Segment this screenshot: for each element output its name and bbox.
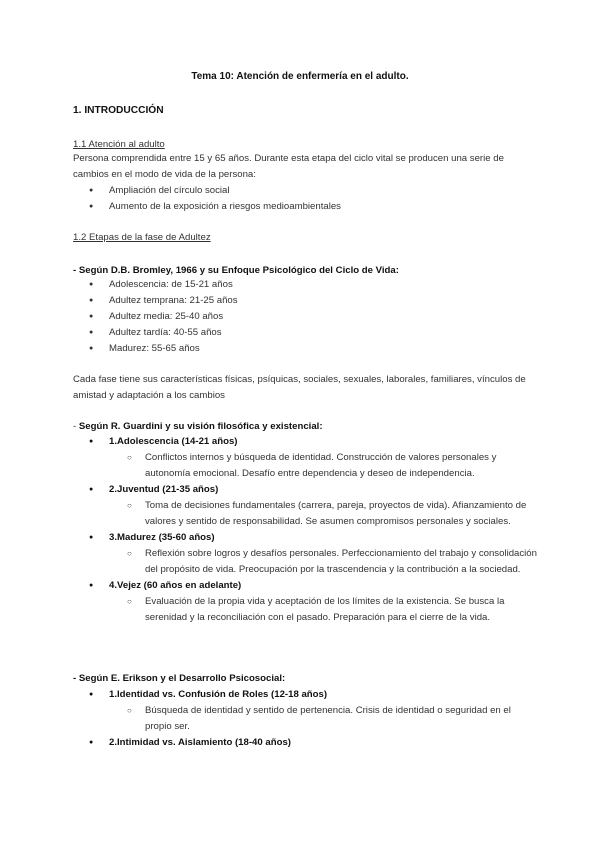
- list-item: ● Madurez: 55-65 años: [73, 341, 238, 357]
- bromley-heading: - Según D.B. Bromley, 1966 y su Enfoque Psicológico del Ciclo de Vida:: [73, 265, 399, 276]
- sub-list: [109, 703, 539, 735]
- sub-list-item: ○ Evaluación de la propia vida y aceptación de los límites de la existencia. Se busca la serenidad y la reconciliación con el pasado. Preparación para el cierre de la vida.: [109, 594, 539, 626]
- section-1-1-list: [73, 183, 341, 215]
- erikson-heading: - Según E. Erikson y el Desarrollo Psicosocial:: [73, 673, 286, 684]
- sub-list: [109, 498, 539, 530]
- list-item-label: 2.Intimidad vs. Aislamiento (18-40 años): [109, 737, 291, 748]
- intro-heading: 1. INTRODUCCIÓN: [73, 105, 164, 116]
- guardini-list: [73, 434, 539, 626]
- bromley-list: [73, 277, 238, 357]
- list-item: [73, 578, 539, 626]
- sub-list: [109, 546, 539, 578]
- list-item-label: 3.Madurez (35-60 años): [109, 532, 215, 543]
- list-item: [73, 530, 539, 578]
- list-item: ● Adultez media: 25-40 años: [73, 309, 238, 325]
- list-item: ● Adultez temprana: 21-25 años: [73, 293, 238, 309]
- sub-list: [109, 450, 539, 482]
- sub-list-item: ○ Conflictos internos y búsqueda de identidad. Construcción de valores personales y autonomía emocional. Desafío entre dependencia y deseo de independencia.: [109, 450, 539, 482]
- phases-paragraph: Cada fase tiene sus características físicas, psíquicas, sociales, sexuales, laborales, familiares, vínculos de amistad y adaptación a los cambios: [73, 374, 526, 401]
- list-item: [73, 434, 539, 482]
- list-item: ● Aumento de la exposición a riesgos medioambientales: [73, 199, 341, 215]
- list-item: ● Adultez tardía: 40-55 años: [73, 325, 238, 341]
- guardini-heading-prefix: -: [73, 421, 79, 432]
- section-1-1-paragraph: Persona comprendida entre 15 y 65 años. Durante esta etapa del ciclo vital se producen una serie de cambios en el modo de vida de la persona:: [73, 153, 504, 180]
- list-item-label: 4.Vejez (60 años en adelante): [109, 580, 242, 591]
- section-1-2-heading: 1.2 Etapas de la fase de Adultez: [73, 232, 211, 243]
- sub-list-item: ○ Toma de decisiones fundamentales (carrera, pareja, proyectos de vida). Afianzamiento de valores y sentido de responsabilidad. Se asumen compromisos personales y sociales.: [109, 498, 539, 530]
- document-title: Tema 10: Atención de enfermería en el adulto.: [191, 71, 409, 82]
- section-1-1-heading: 1.1 Atención al adulto: [73, 139, 165, 150]
- list-item: [73, 735, 539, 751]
- list-item: ● Adolescencia: de 15-21 años: [73, 277, 238, 293]
- guardini-heading: [73, 419, 323, 435]
- list-item: ● Ampliación del círculo social: [73, 183, 341, 199]
- list-item-label: 2.Juventud (21-35 años): [109, 484, 219, 495]
- list-item-label: 1.Adolescencia (14-21 años): [109, 436, 238, 447]
- list-item: [73, 482, 539, 530]
- erikson-list: [73, 687, 539, 751]
- list-item: [73, 687, 539, 735]
- sub-list-item: ○ Reflexión sobre logros y desafíos personales. Perfeccionamiento del trabajo y consolidación del propósito de vida. Preocupación por la trascendencia y la contribución a la sociedad.: [109, 546, 539, 578]
- sub-list-item: ○ Búsqueda de identidad y sentido de pertenencia. Crisis de identidad o seguridad en el propio ser.: [109, 703, 539, 735]
- list-item-label: 1.Identidad vs. Confusión de Roles (12-18 años): [109, 689, 328, 700]
- sub-list: [109, 594, 539, 626]
- guardini-heading-text: Según R. Guardini y su visión filosófica y existencial:: [78, 421, 323, 432]
